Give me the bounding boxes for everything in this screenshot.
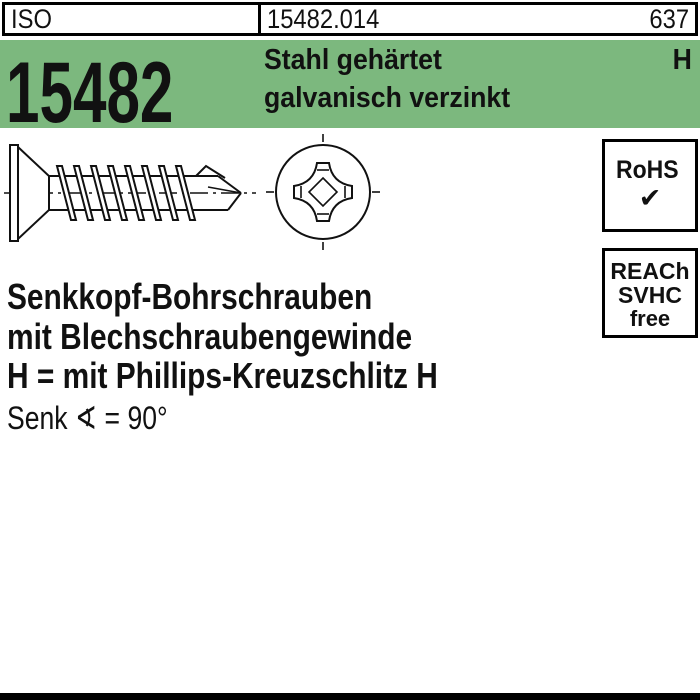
- description-line-1: Senkkopf-Bohrschrauben: [7, 276, 373, 317]
- material-spec: [264, 41, 532, 117]
- check-icon: ✔: [638, 183, 662, 213]
- page-number: 637: [649, 4, 689, 34]
- header-cell-iso: [5, 5, 261, 33]
- standard-org-label: ISO: [11, 4, 52, 34]
- bottom-bar: [0, 693, 700, 700]
- standard-number: 15482: [6, 45, 174, 141]
- catalog-number: 15482.014: [267, 4, 380, 34]
- description-line-3: H = mit Phillips-Kreuzschlitz H: [7, 355, 438, 396]
- description-line-2: mit Blechschraubengewinde: [7, 315, 413, 357]
- header-cell-number: [261, 5, 695, 33]
- reach-line2: SVHC: [618, 282, 682, 308]
- title-band: [0, 40, 700, 141]
- rohs-label: RoHS: [615, 156, 679, 184]
- phillips-recess-head-view-icon: [266, 134, 380, 250]
- screw-technical-drawing: [0, 130, 385, 265]
- phillips-cross-icon: [294, 163, 352, 221]
- header-bar: [2, 2, 698, 36]
- product-description: [7, 277, 526, 396]
- material-spec-line2: galvanisch verzinkt: [264, 82, 511, 114]
- drive-code: H: [672, 44, 692, 76]
- countersunk-drilling-screw-side-view-icon: [4, 145, 256, 241]
- countersink-angle-note: Senk ∢ = 90°: [7, 400, 168, 436]
- material-spec-line1: Stahl gehärtet: [264, 44, 442, 76]
- rohs-box: [602, 139, 698, 232]
- reach-line1: REACh: [610, 258, 690, 284]
- reach-line3: free: [629, 306, 671, 331]
- reach-box: [602, 248, 698, 338]
